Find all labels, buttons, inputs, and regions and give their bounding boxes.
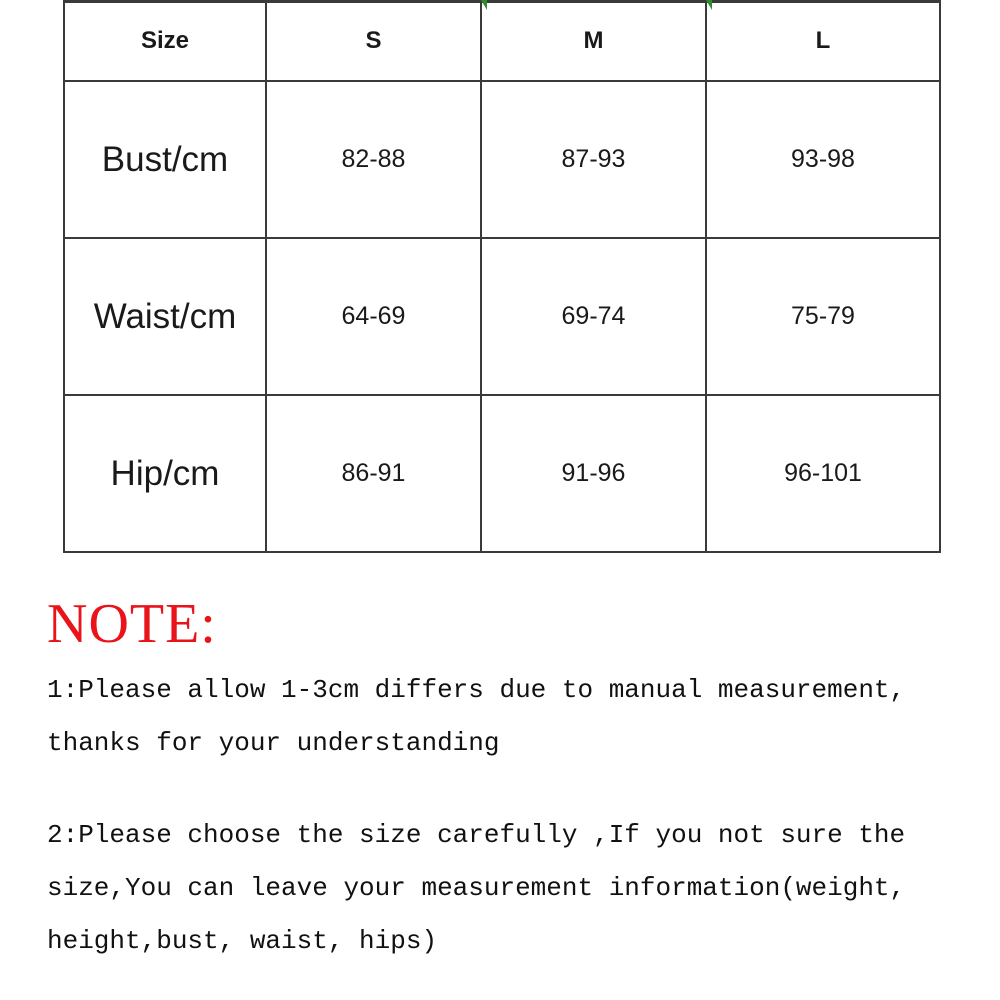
note-spacer — [47, 770, 977, 809]
note-title: NOTE: — [47, 593, 217, 655]
table-top-border — [63, 0, 939, 3]
note-line-4: size,You can leave your measurement information(weight, — [47, 873, 906, 903]
note-line-1: 1:Please allow 1-3cm differs due to manual measurement, — [47, 675, 906, 705]
table-row-bust — [64, 81, 940, 238]
note-line-3: 2:Please choose the size carefully ,If you not sure the — [47, 820, 906, 850]
size-header-label: Size — [64, 1, 266, 81]
hip-s-value: 86-91 — [266, 395, 481, 552]
waist-l-value: 75-79 — [706, 238, 940, 395]
note-section — [47, 592, 977, 968]
size-column-m: M — [481, 1, 706, 81]
bust-s-value: 82-88 — [266, 81, 481, 238]
row-label-bust: Bust/cm — [64, 81, 266, 238]
note-line-2: thanks for your understanding — [47, 728, 500, 758]
table-row-waist — [64, 238, 940, 395]
waist-m-value: 69-74 — [481, 238, 706, 395]
bust-m-value: 87-93 — [481, 81, 706, 238]
size-column-l: L — [706, 1, 940, 81]
waist-s-value: 64-69 — [266, 238, 481, 395]
hip-m-value: 91-96 — [481, 395, 706, 552]
bust-l-value: 93-98 — [706, 81, 940, 238]
cell-marker-icon — [481, 0, 487, 10]
table-row-hip — [64, 395, 940, 552]
row-label-hip: Hip/cm — [64, 395, 266, 552]
cell-marker-icon — [706, 0, 712, 10]
note-line-5: height,bust, waist, hips) — [47, 926, 438, 956]
table-header-row — [64, 1, 940, 81]
size-column-s: S — [266, 1, 481, 81]
hip-l-value: 96-101 — [706, 395, 940, 552]
size-chart-table — [63, 0, 941, 553]
row-label-waist: Waist/cm — [64, 238, 266, 395]
